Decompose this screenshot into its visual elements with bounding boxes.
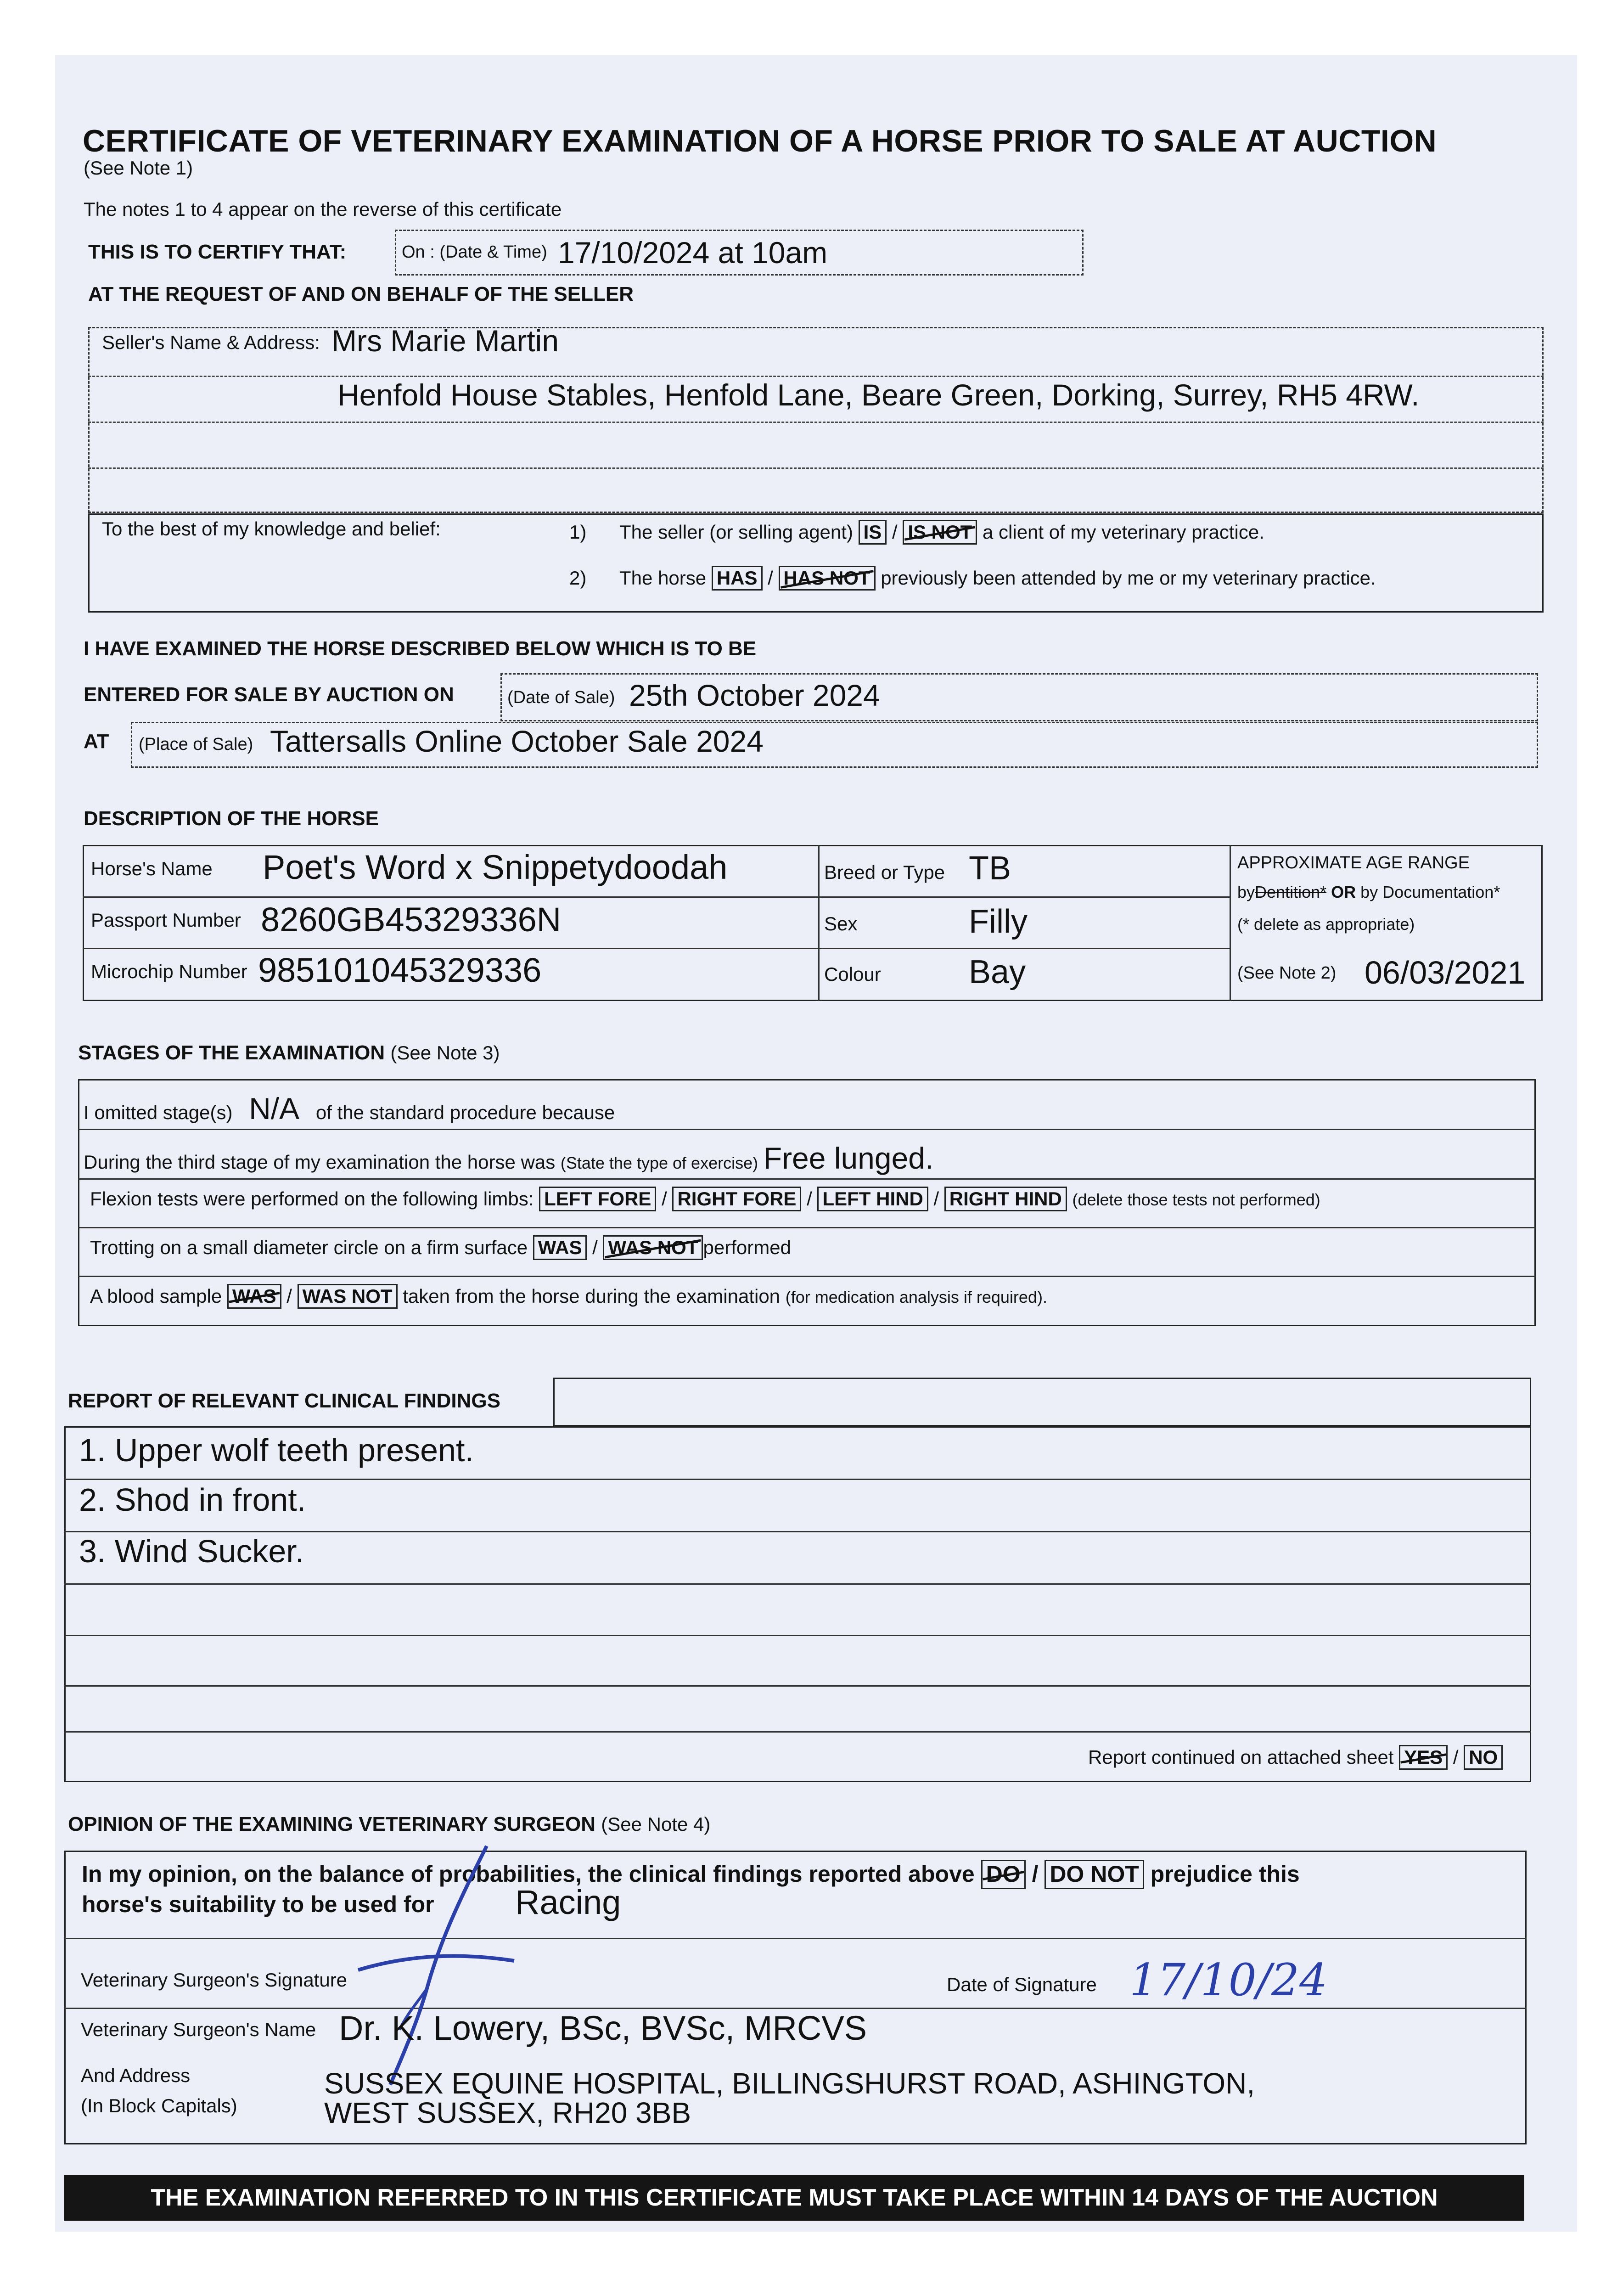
omitted-row: I omitted stage(s) N/A of the standard procedure because xyxy=(84,1092,615,1125)
certificate-title: CERTIFICATE OF VETERINARY EXAMINATION OF A HORSE PRIOR TO SALE AT AUCTION xyxy=(83,124,1437,158)
signature-label: Veterinary Surgeon's Signature xyxy=(81,1969,348,1991)
trot-was-not-option[interactable]: WAS NOT xyxy=(603,1235,703,1260)
microchip-value: 985101045329336 xyxy=(258,951,542,989)
vet-name-value: Dr. K. Lowery, BSc, BVSc, MRCVS xyxy=(339,2009,867,2047)
flexion-row: Flexion tests were performed on the following limbs: LEFT FORE / RIGHT FORE / LEFT HIND / RIGHT HIND (delete those tests not performed) xyxy=(90,1187,1320,1211)
continued-no-option[interactable]: NO xyxy=(1464,1745,1503,1770)
on-label: On : (Date & Time) xyxy=(402,242,547,262)
passport-value: 8260GB45329336N xyxy=(261,900,562,939)
finding-1: 1. Upper wolf teeth present. xyxy=(79,1432,474,1468)
documentation-option[interactable]: by Documentation* xyxy=(1360,883,1500,901)
exercise-value: Free lunged. xyxy=(763,1141,934,1175)
examined-heading: I HAVE EXAMINED THE HORSE DESCRIBED BELOW WHICH IS TO BE xyxy=(84,637,757,660)
see-note-1: (See Note 1) xyxy=(84,157,193,179)
certify-label: THIS IS TO CERTIFY THAT: xyxy=(88,241,347,263)
left-fore-option[interactable]: LEFT FORE xyxy=(539,1187,656,1211)
colour-value: Bay xyxy=(969,954,1026,990)
at-label: AT xyxy=(84,730,109,753)
intended-use-value: Racing xyxy=(515,1883,621,1921)
left-hind-option[interactable]: LEFT HIND xyxy=(817,1187,928,1211)
stages-heading: STAGES OF THE EXAMINATION (See Note 3) xyxy=(78,1041,500,1064)
entered-heading: ENTERED FOR SALE BY AUCTION ON xyxy=(84,683,454,706)
knowledge-label: To the best of my knowledge and belief: xyxy=(102,518,441,540)
breed-value: TB xyxy=(969,850,1011,887)
sex-value: Filly xyxy=(969,903,1028,940)
is-option[interactable]: IS xyxy=(859,520,887,545)
trotting-row: Trotting on a small diameter circle on a firm surface WAS / WAS NOT performed xyxy=(90,1235,791,1260)
description-heading: DESCRIPTION OF THE HORSE xyxy=(84,807,379,830)
date-of-signature-label: Date of Signature xyxy=(947,1974,1097,1995)
vet-name-label: Veterinary Surgeon's Name xyxy=(81,2019,316,2040)
age-value: 06/03/2021 xyxy=(1365,955,1526,990)
address-label-2: (In Block Capitals) xyxy=(81,2095,237,2116)
breed-label: Breed or Type xyxy=(824,861,945,883)
trot-was-option[interactable]: WAS xyxy=(533,1235,587,1260)
footer-banner: THE EXAMINATION REFERRED TO IN THIS CERTIFICATE MUST TAKE PLACE WITHIN 14 DAYS OF THE AUCTION xyxy=(64,2175,1524,2221)
right-fore-option[interactable]: RIGHT FORE xyxy=(672,1187,801,1211)
has-not-option[interactable]: HAS NOT xyxy=(779,566,876,591)
notes-line: The notes 1 to 4 appear on the reverse of this certificate xyxy=(84,198,562,220)
seller-address: Henfold House Stables, Henfold Lane, Beare Green, Dorking, Surrey, RH5 4RW. xyxy=(337,378,1420,412)
seller-box xyxy=(88,327,1544,513)
do-not-option[interactable]: DO NOT xyxy=(1045,1860,1144,1889)
seller-name: Mrs Marie Martin xyxy=(331,324,559,358)
has-option[interactable]: HAS xyxy=(712,566,763,591)
age-method: byDentition* OR by Documentation* xyxy=(1237,883,1500,901)
do-option[interactable]: DO xyxy=(981,1860,1026,1889)
exam-datetime-value: 17/10/2024 at 10am xyxy=(558,236,828,270)
horse-name-label: Horse's Name xyxy=(91,858,213,879)
vet-address-line-2: WEST SUSSEX, RH20 3BB xyxy=(324,2096,691,2129)
blood-was-option[interactable]: WAS xyxy=(227,1284,281,1309)
age-heading: APPROXIMATE AGE RANGE xyxy=(1237,853,1470,872)
omitted-value: N/A xyxy=(249,1092,300,1125)
findings-heading-box xyxy=(553,1378,1531,1426)
date-of-sale-label: (Date of Sale) xyxy=(507,688,615,707)
report-continued: Report continued on attached sheet YES / NO xyxy=(1088,1745,1503,1770)
blood-was-not-option[interactable]: WAS NOT xyxy=(298,1284,398,1309)
opinion-heading: OPINION OF THE EXAMINING VETERINARY SURGEON (See Note 4) xyxy=(68,1813,711,1835)
third-stage-row: During the third stage of my examination the horse was (State the type of exercise) Free lunged. xyxy=(84,1141,934,1175)
sale-place-value: Tattersalls Online October Sale 2024 xyxy=(270,724,764,758)
colour-label: Colour xyxy=(824,963,881,985)
right-hind-option[interactable]: RIGHT HIND xyxy=(944,1187,1067,1211)
finding-2: 2. Shod in front. xyxy=(79,1482,306,1518)
vet-address-line-1: SUSSEX EQUINE HOSPITAL, BILLINGSHURST ROAD, ASHINGTON, xyxy=(324,2067,1255,2100)
seller-label: Seller's Name & Address: xyxy=(102,332,320,353)
passport-label: Passport Number xyxy=(91,909,241,931)
sex-label: Sex xyxy=(824,913,858,934)
opinion-line-1: In my opinion, on the balance of probabilities, the clinical findings reported above DO / DO NOT prejudice this xyxy=(82,1860,1300,1889)
continued-yes-option[interactable]: YES xyxy=(1399,1745,1448,1770)
sale-date-value: 25th October 2024 xyxy=(629,678,880,712)
date-of-signature-value: 17/10/24 xyxy=(1129,1954,1328,2006)
vet-signature xyxy=(349,1837,542,2094)
microchip-label: Microchip Number xyxy=(91,961,247,982)
age-note: (See Note 2) xyxy=(1237,963,1337,983)
dentition-option[interactable]: Dentition* xyxy=(1255,883,1327,901)
knowledge-item-2: 2) The horse HAS / HAS NOT previously been attended by me or my veterinary practice. xyxy=(569,566,1376,591)
place-of-sale-label: (Place of Sale) xyxy=(139,735,253,754)
is-not-option[interactable]: IS NOT xyxy=(903,520,977,545)
horse-name-value: Poet's Word x Snippetydoodah xyxy=(263,848,728,886)
age-delete-note: (* delete as appropriate) xyxy=(1237,915,1415,934)
finding-3: 3. Wind Sucker. xyxy=(79,1533,304,1569)
address-label: And Address xyxy=(81,2065,191,2086)
findings-heading: REPORT OF RELEVANT CLINICAL FINDINGS xyxy=(68,1390,500,1412)
opinion-line-2: horse's suitability to be used for xyxy=(82,1891,434,1917)
blood-row: A blood sample WAS / WAS NOT taken from the horse during the examination (for medication analysis if required). xyxy=(90,1284,1047,1309)
request-label: AT THE REQUEST OF AND ON BEHALF OF THE SELLER xyxy=(88,283,634,305)
knowledge-item-1: 1) The seller (or selling agent) IS / IS NOT a client of my veterinary practice. xyxy=(569,520,1264,545)
